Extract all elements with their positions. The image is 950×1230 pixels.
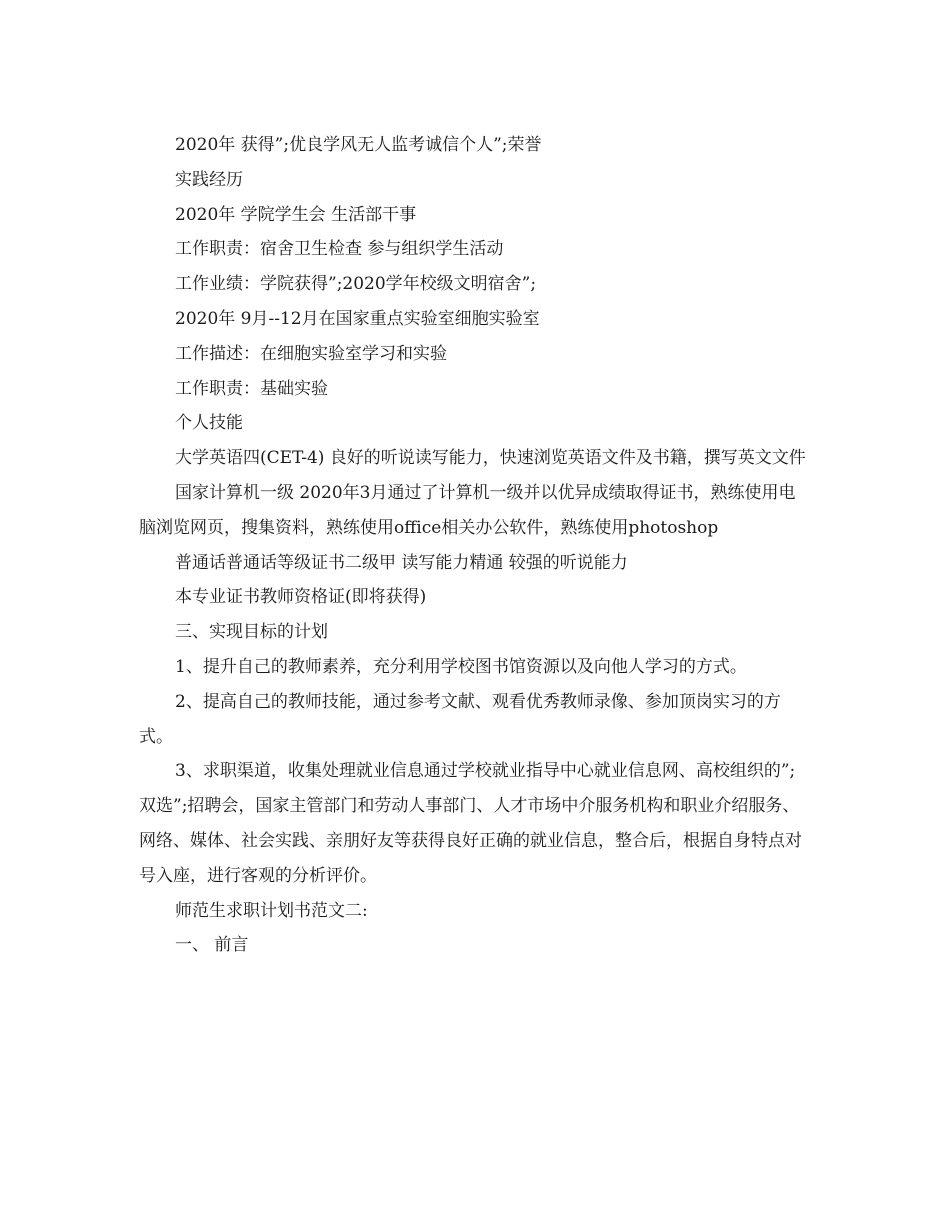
heading-preface: 一、 前言 (175, 935, 249, 956)
paragraph-student-union: 2020年 学院学生会 生活部干事 (175, 204, 417, 225)
heading-plan: 三、实现目标的计划 (175, 622, 328, 643)
paragraph-mandarin-skill: 普通话普通话等级证书二级甲 读写能力精通 较强的听说能力 (175, 552, 628, 573)
paragraph-duties-2: 工作职责：基础实验 (175, 378, 328, 399)
paragraph-teacher-certificate: 本专业证书教师资格证(即将获得) (175, 587, 427, 608)
paragraph-lab-period: 2020年 9月--12月在国家重点实验室细胞实验室 (175, 308, 540, 329)
paragraph-honor: 2020年 获得”;优良学风无人监考诚信个人”;荣誉 (175, 135, 542, 155)
paragraph-english-skill: 大学英语四(CET-4) 良好的听说读写能力，快速浏览英语文件及书籍，撰写英文文件 (175, 448, 806, 469)
plan-item-2: 2、提高自己的教师技能，通过参考文献、观看优秀教师录像、参加顶岗实习的方式。 (139, 691, 781, 747)
plan-item-3: 3、求职渠道，收集处理就业信息通过学校就业指导中心就业信息网、高校组织的”;双选”;招聘会，国家主管部门和劳动人事部门、人才市场中介服务机构和职业介绍服务、网络、媒体、社会实践、亲朋好友等获得良好正确的就业信息，整合后，根据自身特点对号入座，进行客观的分析评价。 (139, 761, 802, 886)
heading-sample-two: 师范生求职计划书范文二: (175, 900, 368, 921)
paragraph-computer-skill: 国家计算机一级 2020年3月通过了计算机一级并以优异成绩取得证书，熟练使用电脑浏览网页，搜集资料，熟练使用office相关办公软件，熟练使用photoshop (139, 482, 796, 538)
paragraph-work-description: 工作描述：在细胞实验室学习和实验 (175, 343, 447, 364)
paragraph-duties-1: 工作职责：宿舍卫生检查 参与组织学生活动 (175, 239, 504, 260)
plan-item-1: 1、提升自己的教师素养，充分利用学校图书馆资源以及向他人学习的方式。 (175, 656, 747, 677)
paragraph-achievement: 工作业绩：学院获得”;2020学年校级文明宿舍”; (175, 274, 537, 295)
heading-personal-skills: 个人技能 (175, 413, 243, 434)
heading-practice-experience: 实践经历 (175, 169, 243, 190)
document-body (139, 128, 811, 963)
